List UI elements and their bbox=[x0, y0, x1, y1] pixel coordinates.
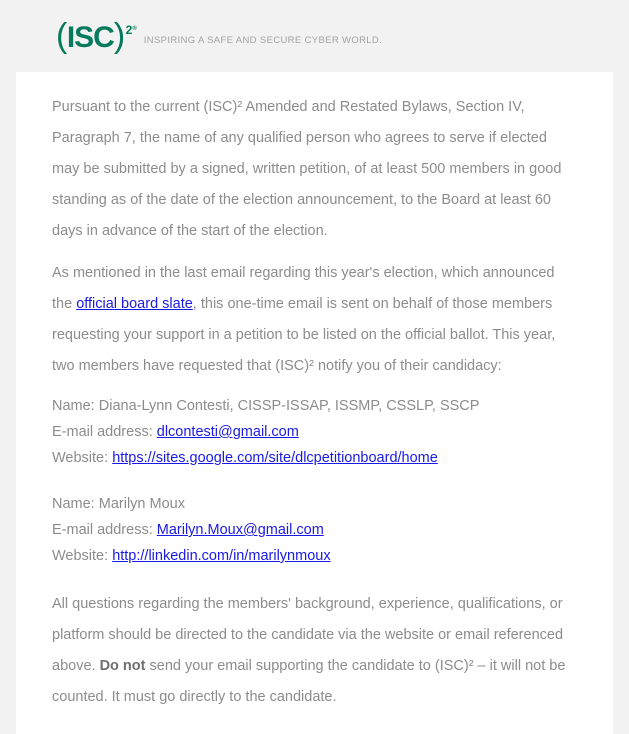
candidate-2-website-label: Website: bbox=[52, 548, 109, 564]
candidate-1-email-link[interactable]: dlcontesti@gmail.com bbox=[156, 424, 299, 440]
candidate-1-website-label: Website: bbox=[52, 450, 109, 466]
isc2-logo-mark bbox=[56, 19, 135, 53]
do-not-emphasis: Do not bbox=[99, 658, 146, 674]
paragraph-questions-lead: All questions regarding the members' background, experience, qualifications, or platform should be directed to the candidate via the website or email referenced above. bbox=[52, 596, 564, 674]
candidate-1-email-label: E-mail address: bbox=[52, 424, 153, 440]
candidate-block-1 bbox=[52, 393, 573, 471]
official-board-slate-link[interactable]: official board slate bbox=[76, 296, 193, 312]
candidate-2-email-label: E-mail address: bbox=[52, 522, 153, 538]
candidate-2-name-label: Name: bbox=[52, 496, 95, 512]
candidate-1-website-link[interactable]: https://sites.google.com/site/dlcpetitionboard/home bbox=[112, 450, 438, 466]
logo-paren-open-glyph: ( bbox=[56, 17, 67, 55]
paragraph-announcement-tail: , this one-time email is sent on behalf of those members requesting your support in a petition to be listed on the official ballot. This year, two members have requested that (ISC)² notify you of their candidacy: bbox=[52, 296, 556, 374]
registered-trademark-icon: ® bbox=[132, 26, 137, 32]
candidate-2-name: Marilyn Moux bbox=[98, 496, 185, 512]
logo-superscript-digit: 2 bbox=[125, 23, 132, 37]
candidate-1-name-label: Name: bbox=[52, 398, 95, 414]
candidate-block-2 bbox=[52, 491, 573, 569]
paragraph-bylaws: Pursuant to the current (ISC)² Amended and Restated Bylaws, Section IV, Paragraph 7, the name of any qualified person who agrees to serve if elected may be submitted by a signed, written petition, of at least 500 members in good standing as of the date of the election announcement, to the Board at least 60 days in advance of the start of the election. bbox=[52, 99, 562, 239]
paragraph-announcement-lead: As mentioned in the last email regarding this year's election, which announced the bbox=[52, 265, 555, 312]
candidate-1-name: Diana-Lynn Contesti, CISSP-ISSAP, ISSMP, CSSLP, SSCP bbox=[98, 398, 480, 414]
logo-paren-close-glyph: ) bbox=[113, 17, 125, 55]
paragraph-questions bbox=[52, 589, 573, 713]
email-header-band bbox=[0, 0, 629, 72]
candidate-2-email-link[interactable]: Marilyn.Moux@gmail.com bbox=[156, 522, 324, 538]
isc2-logo bbox=[56, 19, 382, 53]
brand-tagline: INSPIRING A SAFE AND SECURE CYBER WORLD. bbox=[143, 35, 383, 46]
email-body-card bbox=[16, 72, 613, 734]
paragraph-questions-tail: send your email supporting the candidate to (ISC)² – it will not be counted. It must go directly to the candidate. bbox=[52, 658, 566, 705]
candidate-2-website-link[interactable]: http://linkedin.com/in/marilynmoux bbox=[112, 548, 331, 564]
logo-isc-text: ISC bbox=[66, 21, 114, 54]
logo-superscript-two bbox=[126, 23, 136, 37]
paragraph-announcement bbox=[52, 258, 573, 382]
